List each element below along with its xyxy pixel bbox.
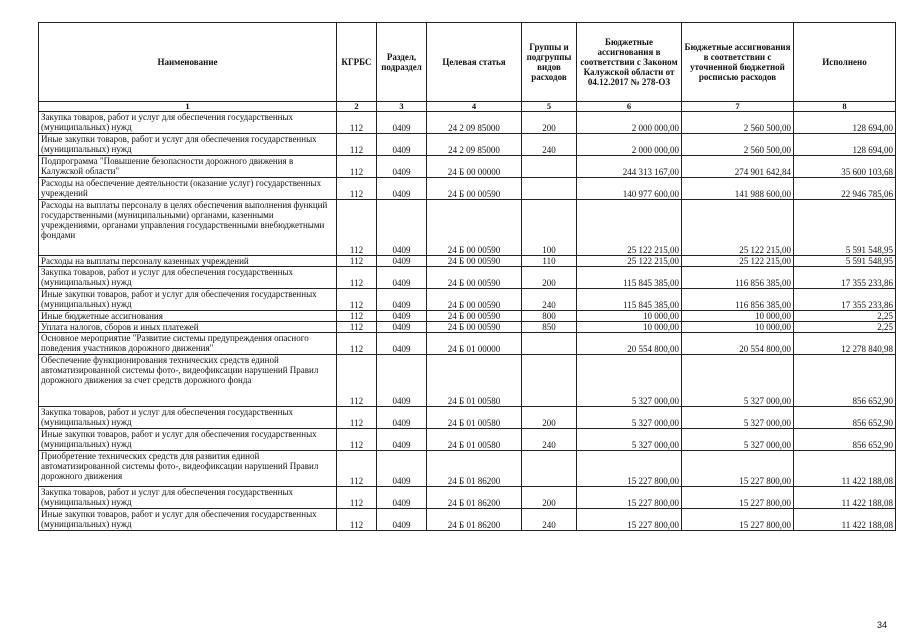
table-row — [39, 429, 896, 451]
row-executed: 2,25 — [794, 322, 896, 333]
row-executed: 856 652,90 — [794, 429, 896, 451]
row-budget-law: 5 327 000,00 — [577, 407, 682, 429]
row-kgrbs: 112 — [337, 134, 377, 156]
row-group — [522, 451, 577, 487]
row-budget-law: 15 227 800,00 — [577, 487, 682, 509]
row-section: 0409 — [377, 333, 427, 355]
row-budget-updated: 25 122 215,00 — [682, 200, 794, 256]
row-name: Расходы на обеспечение деятельности (оказание услуг) государственных учреждений — [39, 178, 337, 200]
column-number: 1 — [39, 102, 337, 112]
row-group — [522, 333, 577, 355]
row-executed: 11 422 188,08 — [794, 451, 896, 487]
column-number: 8 — [794, 102, 896, 112]
row-section: 0409 — [377, 267, 427, 289]
row-budget-law: 2 000 000,00 — [577, 134, 682, 156]
row-kgrbs: 112 — [337, 407, 377, 429]
row-group — [522, 178, 577, 200]
row-budget-law: 5 327 000,00 — [577, 355, 682, 407]
row-name: Расходы на выплаты персоналу казенных учреждений — [39, 256, 337, 267]
row-target: 24 2 09 85000 — [427, 112, 522, 134]
column-number: 5 — [522, 102, 577, 112]
row-target: 24 Б 01 00580 — [427, 407, 522, 429]
row-kgrbs: 112 — [337, 355, 377, 407]
row-executed: 11 422 188,08 — [794, 509, 896, 531]
row-section: 0409 — [377, 407, 427, 429]
row-section: 0409 — [377, 200, 427, 256]
row-executed: 17 355 233,86 — [794, 289, 896, 311]
row-section: 0409 — [377, 509, 427, 531]
row-executed: 5 591 548,95 — [794, 200, 896, 256]
row-group: 240 — [522, 429, 577, 451]
row-section: 0409 — [377, 487, 427, 509]
table-row — [39, 311, 896, 322]
budget-table — [38, 22, 896, 531]
table-row — [39, 509, 896, 531]
row-budget-updated: 116 856 385,00 — [682, 289, 794, 311]
row-target: 24 Б 01 86200 — [427, 509, 522, 531]
row-budget-law: 115 845 385,00 — [577, 289, 682, 311]
row-budget-updated: 15 227 800,00 — [682, 451, 794, 487]
row-name: Закупка товаров, работ и услуг для обеспечения государственных (муниципальных) нужд — [39, 487, 337, 509]
header-section: Раздел, подраздел — [377, 23, 427, 102]
row-group: 200 — [522, 112, 577, 134]
row-target: 24 Б 00 00590 — [427, 289, 522, 311]
row-budget-law: 25 122 215,00 — [577, 256, 682, 267]
row-name: Обеспечение функционирования технических средств единой автоматизированной системы фото-, видеофиксации нарушений Правил дорожного движения за счет средств дорожного фонда — [39, 355, 337, 407]
row-budget-law: 25 122 215,00 — [577, 200, 682, 256]
row-budget-updated: 10 000,00 — [682, 322, 794, 333]
row-section: 0409 — [377, 355, 427, 407]
row-budget-updated: 20 554 800,00 — [682, 333, 794, 355]
header-groups: Группы и подгруппы видов расходов — [522, 23, 577, 102]
row-budget-law: 15 227 800,00 — [577, 509, 682, 531]
row-target: 24 2 09 85000 — [427, 134, 522, 156]
row-kgrbs: 112 — [337, 509, 377, 531]
row-name: Основное мероприятие "Развитие системы предупреждения опасного поведения участников дорожного движения" — [39, 333, 337, 355]
table-row — [39, 487, 896, 509]
table-row — [39, 156, 896, 178]
row-executed: 856 652,90 — [794, 355, 896, 407]
column-number: 7 — [682, 102, 794, 112]
row-budget-updated: 15 227 800,00 — [682, 509, 794, 531]
row-section: 0409 — [377, 322, 427, 333]
header-name: Наименование — [39, 23, 337, 102]
row-budget-law: 115 845 385,00 — [577, 267, 682, 289]
row-name: Иные закупки товаров, работ и услуг для обеспечения государственных (муниципальных) нужд — [39, 429, 337, 451]
row-budget-updated: 274 901 642,84 — [682, 156, 794, 178]
row-budget-updated: 2 560 500,00 — [682, 134, 794, 156]
row-kgrbs: 112 — [337, 267, 377, 289]
row-budget-updated: 116 856 385,00 — [682, 267, 794, 289]
row-kgrbs: 112 — [337, 112, 377, 134]
table-row — [39, 267, 896, 289]
row-kgrbs: 112 — [337, 200, 377, 256]
row-name: Закупка товаров, работ и услуг для обеспечения государственных (муниципальных) нужд — [39, 112, 337, 134]
row-section: 0409 — [377, 289, 427, 311]
row-budget-law: 5 327 000,00 — [577, 429, 682, 451]
row-name: Иные закупки товаров, работ и услуг для обеспечения государственных (муниципальных) нужд — [39, 509, 337, 531]
row-budget-updated: 141 988 600,00 — [682, 178, 794, 200]
row-target: 24 Б 00 00590 — [427, 256, 522, 267]
row-target: 24 Б 00 00590 — [427, 267, 522, 289]
table-row — [39, 289, 896, 311]
row-section: 0409 — [377, 178, 427, 200]
row-executed: 12 278 840,98 — [794, 333, 896, 355]
table-row — [39, 134, 896, 156]
row-target: 24 Б 00 00000 — [427, 156, 522, 178]
row-budget-law: 10 000,00 — [577, 311, 682, 322]
row-name: Подпрограмма "Повышение безопасности дорожного движения в Калужской области" — [39, 156, 337, 178]
table-body — [39, 112, 896, 531]
row-executed: 5 591 548,95 — [794, 256, 896, 267]
row-name: Закупка товаров, работ и услуг для обеспечения государственных (муниципальных) нужд — [39, 407, 337, 429]
row-budget-updated: 10 000,00 — [682, 311, 794, 322]
row-group: 200 — [522, 407, 577, 429]
row-target: 24 Б 01 00580 — [427, 429, 522, 451]
row-kgrbs: 112 — [337, 256, 377, 267]
row-group — [522, 156, 577, 178]
row-group: 110 — [522, 256, 577, 267]
row-group: 200 — [522, 487, 577, 509]
row-group: 240 — [522, 134, 577, 156]
row-target: 24 Б 01 00000 — [427, 333, 522, 355]
row-target: 24 Б 01 00580 — [427, 355, 522, 407]
column-number-row — [39, 102, 896, 112]
row-kgrbs: 112 — [337, 289, 377, 311]
row-kgrbs: 112 — [337, 451, 377, 487]
row-name: Уплата налогов, сборов и иных платежей — [39, 322, 337, 333]
row-budget-updated: 5 327 000,00 — [682, 355, 794, 407]
row-section: 0409 — [377, 429, 427, 451]
row-budget-law: 20 554 800,00 — [577, 333, 682, 355]
table-row — [39, 200, 896, 256]
table-row — [39, 407, 896, 429]
row-group: 200 — [522, 267, 577, 289]
row-kgrbs: 112 — [337, 322, 377, 333]
row-budget-updated: 5 327 000,00 — [682, 407, 794, 429]
row-name: Расходы на выплаты персоналу в целях обеспечения выполнения функций государственными (муниципальными) органами, казенными учреждениями, органами управления государственными внебюджетными фондами — [39, 200, 337, 256]
table-row — [39, 322, 896, 333]
row-name: Закупка товаров, работ и услуг для обеспечения государственных (муниципальных) нужд — [39, 267, 337, 289]
row-group: 800 — [522, 311, 577, 322]
table-row — [39, 178, 896, 200]
row-kgrbs: 112 — [337, 311, 377, 322]
column-number: 3 — [377, 102, 427, 112]
row-executed: 22 946 785,06 — [794, 178, 896, 200]
table-row — [39, 333, 896, 355]
table-row — [39, 112, 896, 134]
row-section: 0409 — [377, 156, 427, 178]
row-group — [522, 355, 577, 407]
row-name: Иные закупки товаров, работ и услуг для обеспечения государственных (муниципальных) нужд — [39, 134, 337, 156]
row-kgrbs: 112 — [337, 156, 377, 178]
row-section: 0409 — [377, 256, 427, 267]
row-target: 24 Б 00 00590 — [427, 178, 522, 200]
row-budget-updated: 2 560 500,00 — [682, 112, 794, 134]
header-executed: Исполнено — [794, 23, 896, 102]
row-name: Приобретение технических средств для развития единой автоматизированной системы фото-, видеофиксации нарушений Правил дорожного движения — [39, 451, 337, 487]
row-target: 24 Б 01 86200 — [427, 451, 522, 487]
row-kgrbs: 112 — [337, 429, 377, 451]
row-budget-updated: 15 227 800,00 — [682, 487, 794, 509]
row-executed: 2,25 — [794, 311, 896, 322]
row-budget-law: 2 000 000,00 — [577, 112, 682, 134]
row-section: 0409 — [377, 451, 427, 487]
row-executed: 17 355 233,86 — [794, 267, 896, 289]
row-executed: 11 422 188,08 — [794, 487, 896, 509]
row-group: 100 — [522, 200, 577, 256]
row-budget-law: 15 227 800,00 — [577, 451, 682, 487]
header-kgrbs: КГРБС — [337, 23, 377, 102]
table-row — [39, 451, 896, 487]
row-budget-law: 140 977 600,00 — [577, 178, 682, 200]
row-executed: 856 652,90 — [794, 407, 896, 429]
row-group: 240 — [522, 289, 577, 311]
row-section: 0409 — [377, 311, 427, 322]
row-group: 850 — [522, 322, 577, 333]
row-name: Иные закупки товаров, работ и услуг для обеспечения государственных (муниципальных) нужд — [39, 289, 337, 311]
row-section: 0409 — [377, 134, 427, 156]
page-number: 34 — [876, 620, 887, 630]
row-name: Иные бюджетные ассигнования — [39, 311, 337, 322]
row-executed: 128 694,00 — [794, 134, 896, 156]
row-budget-law: 10 000,00 — [577, 322, 682, 333]
row-budget-law: 244 313 167,00 — [577, 156, 682, 178]
row-executed: 35 600 103,68 — [794, 156, 896, 178]
row-section: 0409 — [377, 112, 427, 134]
row-kgrbs: 112 — [337, 487, 377, 509]
column-number: 2 — [337, 102, 377, 112]
row-kgrbs: 112 — [337, 333, 377, 355]
header-budget-updated: Бюджетные ассигнования в соответствии с уточненной бюджетной росписью расходов — [682, 23, 794, 102]
header-budget-law: Бюджетные ассигнования в соответствии с Законом Калужской области от 04.12.2017 № 278-ОЗ — [577, 23, 682, 102]
column-number: 6 — [577, 102, 682, 112]
row-executed: 128 694,00 — [794, 112, 896, 134]
row-target: 24 Б 00 00590 — [427, 200, 522, 256]
row-kgrbs: 112 — [337, 178, 377, 200]
column-number: 4 — [427, 102, 522, 112]
row-target: 24 Б 01 86200 — [427, 487, 522, 509]
header-row — [39, 23, 896, 102]
table-row — [39, 355, 896, 407]
header-target: Целевая статья — [427, 23, 522, 102]
table-row — [39, 256, 896, 267]
row-budget-updated: 25 122 215,00 — [682, 256, 794, 267]
row-budget-updated: 5 327 000,00 — [682, 429, 794, 451]
row-group: 240 — [522, 509, 577, 531]
row-target: 24 Б 00 00590 — [427, 322, 522, 333]
row-target: 24 Б 00 00590 — [427, 311, 522, 322]
